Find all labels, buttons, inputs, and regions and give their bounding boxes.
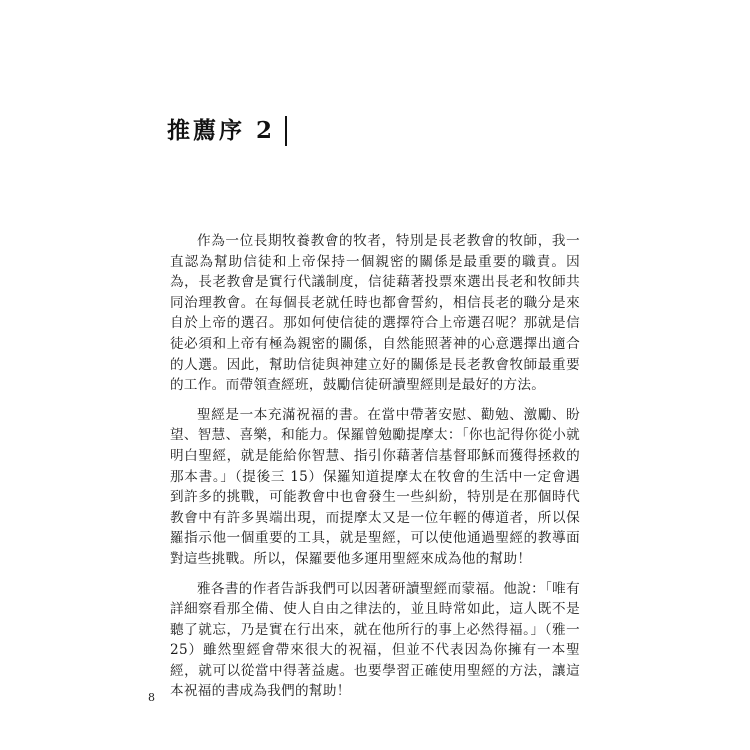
chapter-heading bbox=[167, 113, 287, 149]
paragraph-3: 雅各書的作者告訴我們可以因著研讀聖經而蒙福。他說：「唯有詳細察看那全備、使人自由之律法的，並且時常如此，這人既不是聽了就忘，乃是實在行出來，就在他所行的事上必然得福。」（雅一 25）雖然聖經會帶來很大的祝福，但並不代表因為你擁有一本聖經，就可以從當中得著益處。也要學習正確使用聖經的方法，讓這本祝福的書成為我們的幫助！ bbox=[170, 580, 580, 700]
body-text bbox=[170, 231, 580, 711]
paragraph-2: 聖經是一本充滿祝福的書。在當中帶著安慰、勸勉、激勵、盼望、智慧、喜樂，和能力。保羅曾勉勵提摩太：「你也記得你從小就明白聖經，就是能給你智慧、指引你藉著信基督耶穌而獲得拯救的那本書。」（提後三 15）保羅知道提摩太在牧會的生活中一定會遇到許多的挑戰，可能教會中也會發生一些糾紛，特別是在那個時代教會中有許多異端出現，而提摩太又是一位年輕的傳道者，所以保羅指示他一個重要的工具，就是聖經，可以使他通過聖經的教導面對這些挑戰。所以，保羅要他多運用聖經來成為他的幫助！ bbox=[170, 406, 581, 567]
heading-divider-bar bbox=[285, 116, 287, 146]
chapter-title: 推薦序 2 bbox=[167, 117, 276, 144]
paragraph-1: 作為一位長期牧養教會的牧者，特別是長老教會的牧師，我一直認為幫助信徒和上帝保持一個親密的關係是最重要的職責。因為，長老教會是實行代議制度，信徒藉著投票來選出長老和牧師共同治理教會。在每個長老就任時也都會誓約，相信長老的職分是來自於上帝的選召。那如何使信徒的選擇符合上帝選召呢？那就是信徒必須和上帝有極為親密的關係，自然能照著神的心意選擇出適合的人選。因此，幫助信徒與神建立好的關係是長老教會牧師最重要的工作。而帶領查經班，鼓勵信徒研讀聖經則是最好的方法。 bbox=[170, 233, 580, 394]
page-number: 8 bbox=[148, 691, 155, 704]
